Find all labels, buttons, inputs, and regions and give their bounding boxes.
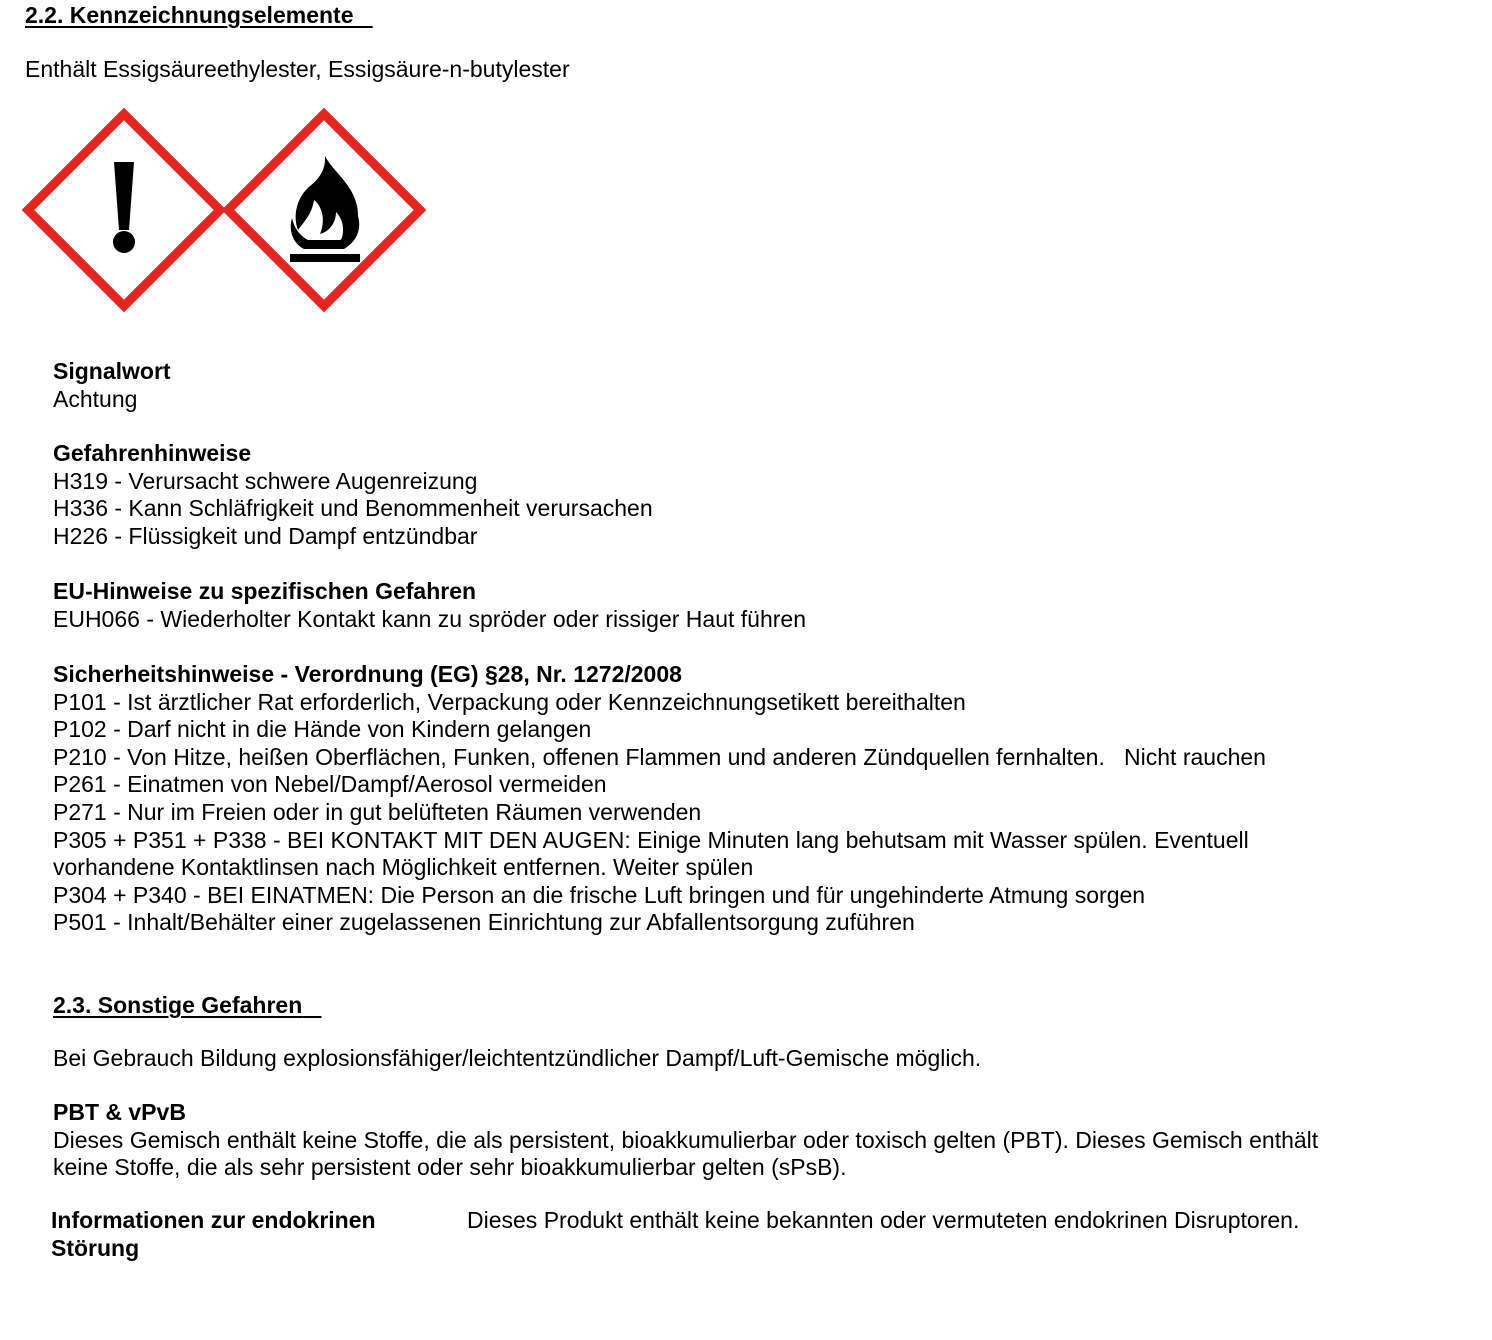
precautionary-statement: P305 + P351 + P338 - BEI KONTAKT MIT DEN AUGEN: Einige Minuten lang behutsam mit Wasser spülen. Eventuell xyxy=(53,826,1249,853)
contains-statement: Enthält Essigsäureethylester, Essigsäure-n-butylester xyxy=(25,56,570,82)
hazard-statements-label: Gefahrenhinweise xyxy=(53,440,252,466)
eu-statements-block xyxy=(53,578,806,633)
section-2-3-heading: 2.3. Sonstige Gefahren xyxy=(53,992,303,1018)
pbt-text-line: Dieses Gemisch enthält keine Stoffe, die als persistent, bioakkumulierbar oder toxisch gelten (PBT). Dieses Gemisch enthält xyxy=(53,1126,1319,1153)
endocrine-label-line: Störung xyxy=(51,1235,140,1261)
other-hazards-text: Bei Gebrauch Bildung explosionsfähiger/leichtentzündlicher Dampf/Luft-Gemische möglich. xyxy=(53,1045,982,1071)
precautionary-statement: P261 - Einatmen von Nebel/Dampf/Aerosol vermeiden xyxy=(53,771,607,798)
hazard-statements-block xyxy=(53,440,653,550)
section-2-2-heading: 2.2. Kennzeichnungselemente xyxy=(25,2,354,28)
exclamation-mark-icon xyxy=(28,114,220,306)
precautionary-statement: P304 + P340 - BEI EINATMEN: Die Person an die frische Luft bringen und für ungehinderte Atmung sorgen xyxy=(53,881,1146,908)
signal-word-block xyxy=(53,358,171,413)
signal-word-value: Achtung xyxy=(53,385,138,412)
precautionary-statement: P210 - Von Hitze, heißen Oberflächen, Funken, offenen Flammen und anderen Zündquellen fernhalten. Nicht rauchen xyxy=(53,743,1266,770)
precautionary-statement: vorhandene Kontaktlinsen nach Möglichkeit entfernen. Weiter spülen xyxy=(53,854,754,881)
eu-statements-label: EU-Hinweise zu spezifischen Gefahren xyxy=(53,578,477,604)
precautionary-statement: P271 - Nur im Freien oder in gut belüfteten Räumen verwenden xyxy=(53,798,702,825)
signal-word-label: Signalwort xyxy=(53,358,171,384)
pbt-label: PBT & vPvB xyxy=(53,1099,186,1125)
eu-statement: EUH066 - Wiederholter Kontakt kann zu spröder oder rissiger Haut führen xyxy=(53,605,806,632)
precautionary-statement: P101 - Ist ärztlicher Rat erforderlich, Verpackung oder Kennzeichnungsetikett bereithalten xyxy=(53,688,966,715)
hazard-statement: H319 - Verursacht schwere Augenreizung xyxy=(53,467,478,494)
pbt-block xyxy=(53,1099,1318,1182)
precautionary-statement: P102 - Darf nicht in die Hände von Kindern gelangen xyxy=(53,716,592,743)
endocrine-label-line: Informationen zur endokrinen xyxy=(51,1207,376,1233)
precautionary-statement: P501 - Inhalt/Behälter einer zugelassenen Einrichtung zur Abfallentsorgung zuführen xyxy=(53,909,915,936)
hazard-statement: H226 - Flüssigkeit und Dampf entzündbar xyxy=(53,522,478,549)
hazard-statement: H336 - Kann Schläfrigkeit und Benommenheit verursachen xyxy=(53,495,653,522)
precautionary-statements-label: Sicherheitshinweise - Verordnung (EG) §28, Nr. 1272/2008 xyxy=(53,661,682,687)
pbt-text-line: keine Stoffe, die als sehr persistent oder sehr bioakkumulierbar gelten (sPsB). xyxy=(53,1154,847,1181)
precautionary-statements-block xyxy=(53,661,1266,937)
endocrine-label xyxy=(51,1206,376,1262)
ghs-pictograms xyxy=(22,108,428,314)
endocrine-value: Dieses Produkt enthält keine bekannten oder vermuteten endokrinen Disruptoren. xyxy=(467,1207,1300,1233)
flame-icon xyxy=(228,114,420,306)
